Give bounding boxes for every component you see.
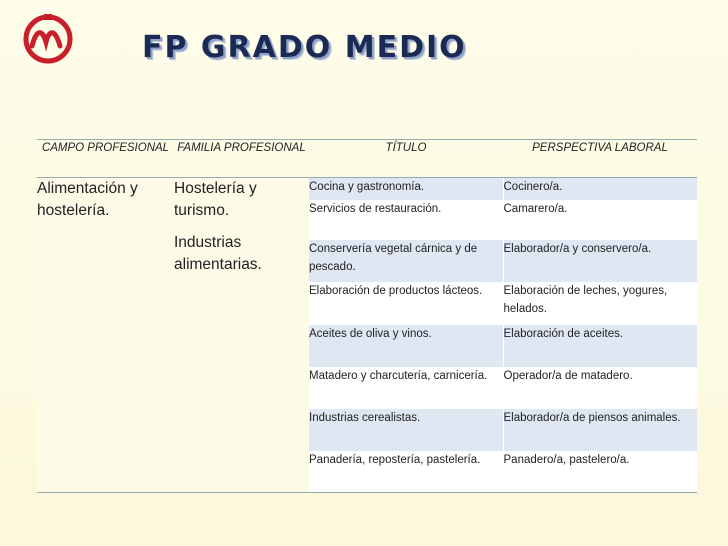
slide-title: FP GRADO MEDIO	[142, 30, 467, 65]
perspectiva-cell: Elaboración de aceites.	[503, 325, 697, 367]
career-table	[37, 139, 697, 493]
titulo-cell: Industrias cerealistas.	[309, 409, 503, 451]
perspectiva-cell: Elaborador/a y conservero/a.	[503, 240, 697, 282]
perspectiva-cell: Cocinero/a.	[503, 178, 697, 200]
titulo-cell: Matadero y charcutería, carnicería.	[309, 367, 503, 409]
titulo-cell: Aceites de oliva y vinos.	[309, 325, 503, 367]
perspectiva-cell: Panadero/a, pastelero/a.	[503, 451, 697, 493]
campo-cell: Alimentación y hostelería.	[37, 178, 174, 493]
titulo-cell: Conservería vegetal cárnica y de pescado.	[309, 240, 503, 282]
header-titulo: TÍTULO	[309, 140, 503, 178]
familia-cell	[174, 178, 309, 493]
familia-industrias: Industrias alimentarias.	[174, 234, 262, 273]
titulo-cell: Elaboración de productos lácteos.	[309, 282, 503, 325]
table-header-row	[37, 140, 697, 178]
perspectiva-cell: Elaboración de leches, yogures, helados.	[503, 282, 697, 325]
perspectiva-cell: Elaborador/a de piensos animales.	[503, 409, 697, 451]
perspectiva-cell: Camarero/a.	[503, 200, 697, 240]
header-perspectiva: PERSPECTIVA LABORAL	[503, 140, 697, 178]
perspectiva-cell: Operador/a de matadero.	[503, 367, 697, 409]
titulo-cell: Cocina y gastronomía.	[309, 178, 503, 200]
header-campo: CAMPO PROFESIONAL	[37, 140, 174, 178]
table-row	[37, 178, 697, 200]
header-familia: FAMILIA PROFESIONAL	[174, 140, 309, 178]
familia-hosteleria: Hostelería y turismo.	[174, 180, 257, 219]
titulo-cell: Panadería, repostería, pastelería.	[309, 451, 503, 493]
titulo-cell: Servicios de restauración.	[309, 200, 503, 240]
ies-logo-icon	[22, 12, 74, 64]
